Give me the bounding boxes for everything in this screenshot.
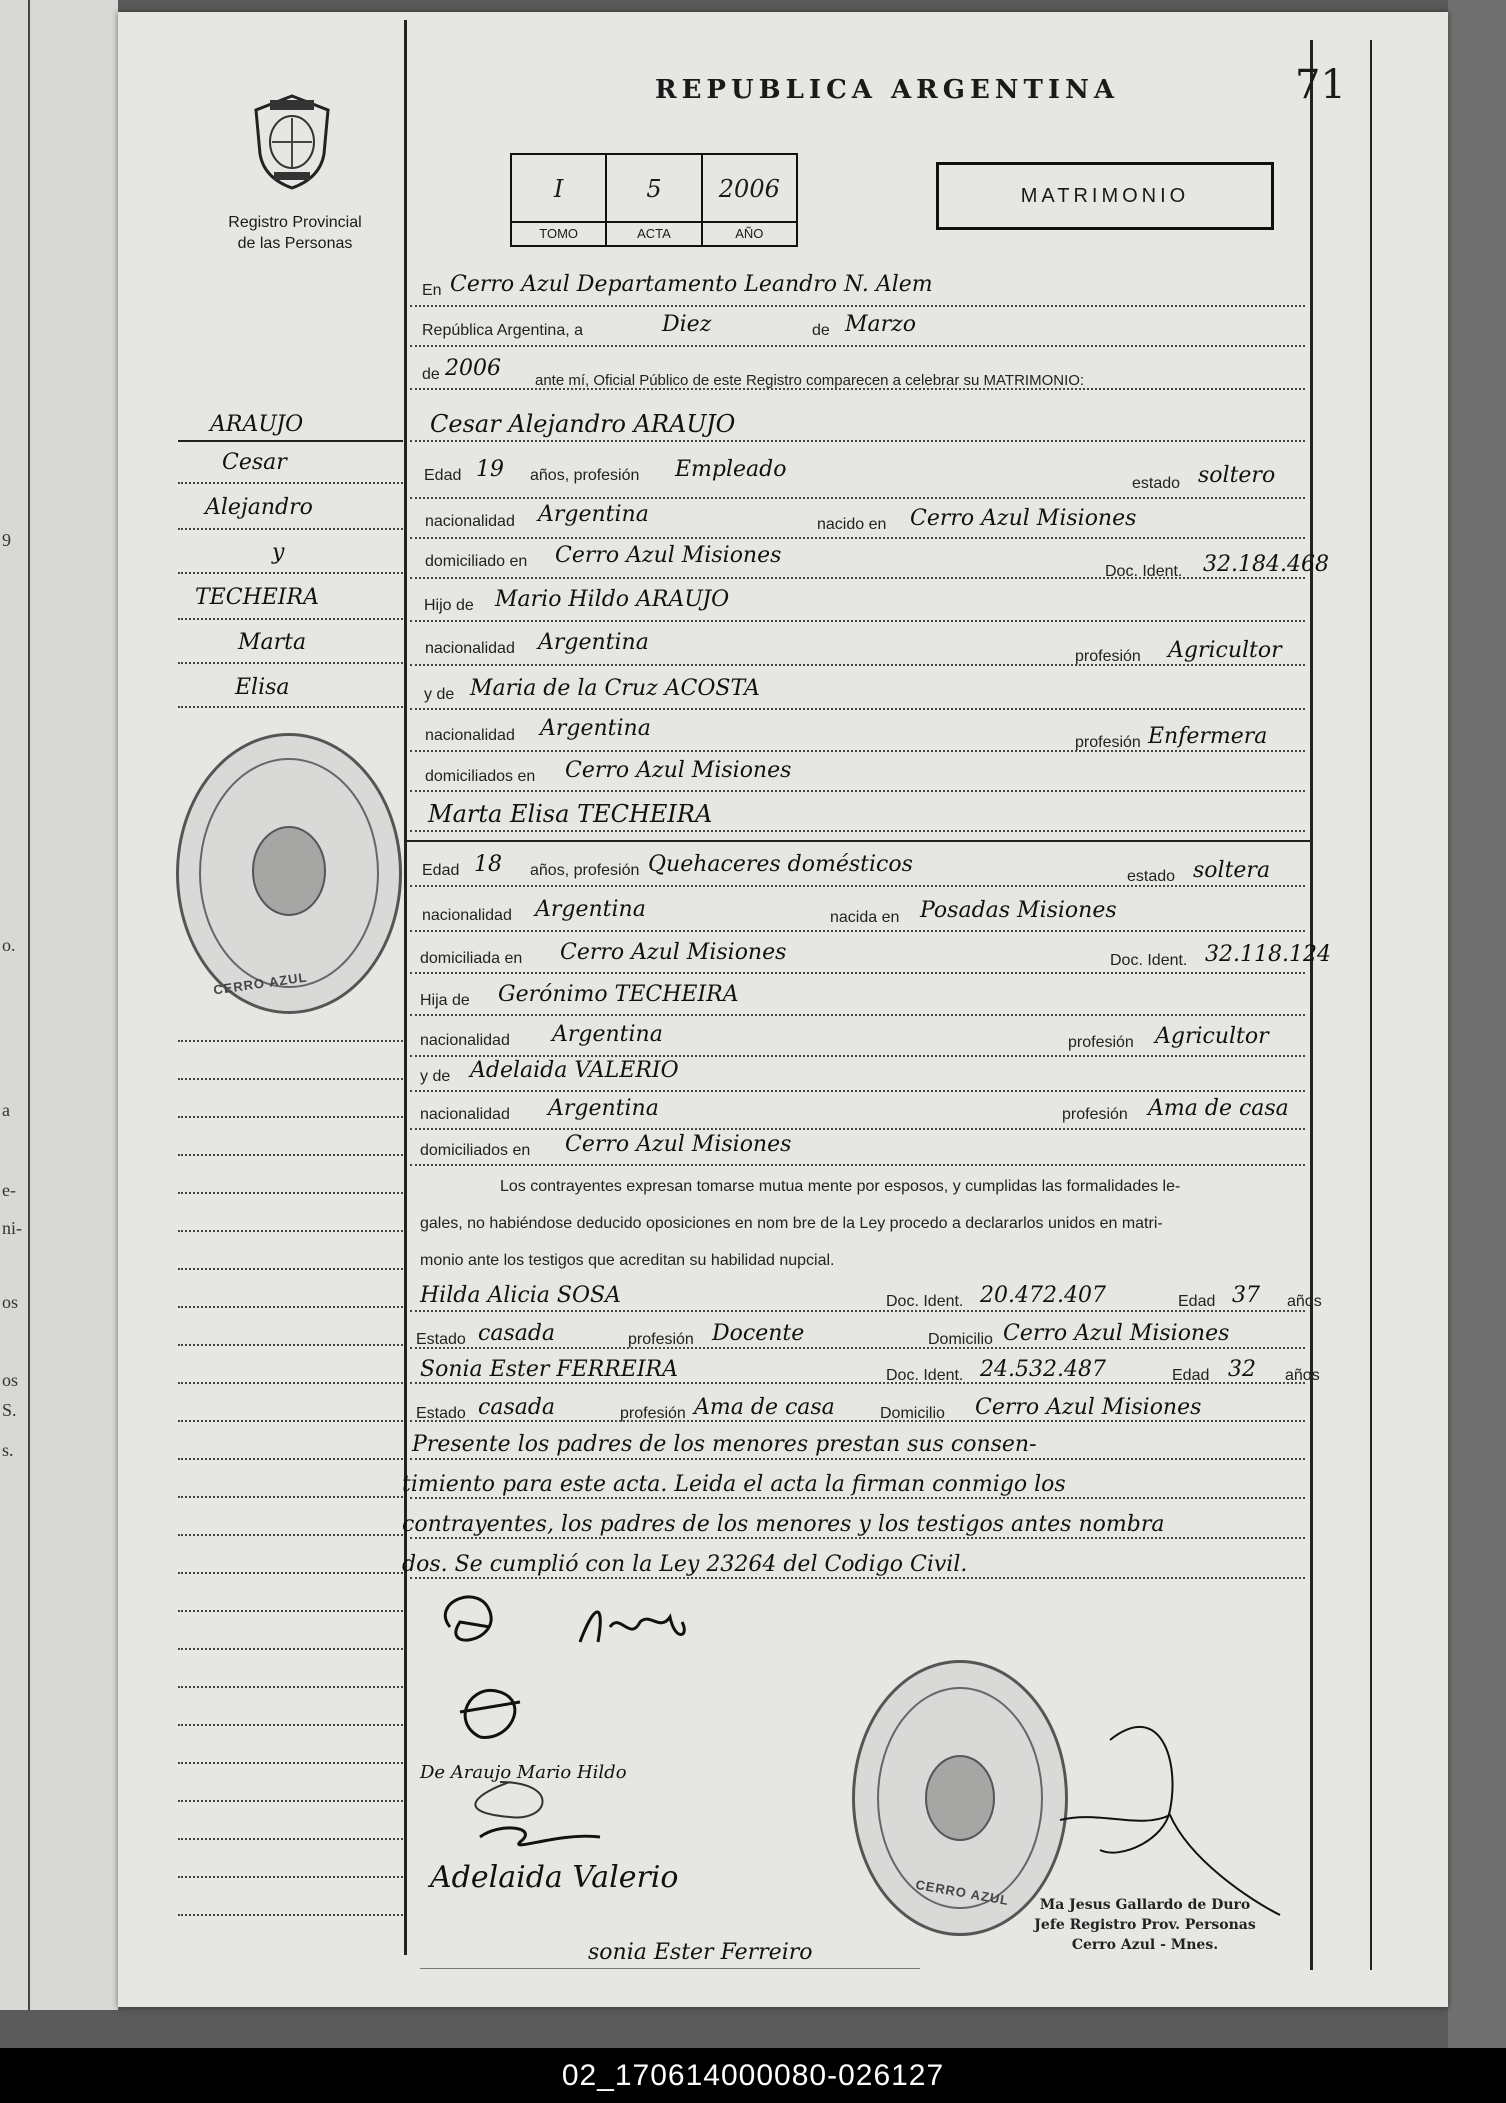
groom-doc: 32.184.468 xyxy=(1203,552,1329,577)
signature-witness2: sonia Ester Ferreiro xyxy=(588,1940,813,1965)
right-border xyxy=(1310,40,1313,1970)
label-anios-profesion: años, profesión xyxy=(530,862,640,879)
witness2-profession: Ama de casa xyxy=(694,1395,835,1420)
field-rule xyxy=(410,440,1305,442)
field-rule xyxy=(410,305,1305,307)
label-edad: Edad xyxy=(422,862,460,879)
witness1-name: Hilda Alicia SOSA xyxy=(420,1283,621,1308)
margin-rule xyxy=(178,1230,403,1232)
official-line: Ma Jesus Gallardo de Duro xyxy=(1039,1897,1251,1913)
margin-name: Alejandro xyxy=(205,495,313,520)
margin-rule xyxy=(178,1344,403,1346)
margin-rule xyxy=(178,1534,403,1536)
margin-rule xyxy=(178,440,403,442)
field-rule xyxy=(410,1382,1305,1384)
groom-father-profession: Agricultor xyxy=(1168,638,1282,663)
label-y-de: y de xyxy=(420,1068,451,1085)
anio-value: 2006 xyxy=(718,175,780,203)
label-republica: República Argentina, a xyxy=(422,322,583,339)
label-profesion: profesión xyxy=(1075,648,1141,665)
margin-rule xyxy=(178,528,403,530)
left-page xyxy=(0,0,118,2010)
margin-rule xyxy=(178,1192,403,1194)
declaration-text xyxy=(420,1168,1340,1279)
label-hija-de: Hija de xyxy=(420,992,470,1009)
field-rule xyxy=(410,1164,1305,1166)
record-type-box: MATRIMONIO xyxy=(936,162,1274,230)
witness1-age: 37 xyxy=(1232,1283,1260,1308)
label-doc: Doc. Ident. xyxy=(1110,952,1188,969)
label-profesion: profesión xyxy=(1068,1034,1134,1051)
label-profesion: profesión xyxy=(1062,1106,1128,1123)
official-line: Cerro Azul - Mnes. xyxy=(1071,1937,1219,1953)
label-doc: Doc. Ident. xyxy=(1105,563,1183,580)
groom-father: Mario Hildo ARAUJO xyxy=(495,587,730,612)
section-rule xyxy=(407,840,1310,842)
left-mark: e- xyxy=(2,1180,16,1200)
witness1-profession: Docente xyxy=(712,1321,805,1346)
notes-line: dos. Se cumplió con la Ley 23264 del Codigo Civil. xyxy=(402,1552,968,1577)
acta-label: ACTA xyxy=(607,221,700,245)
field-rule xyxy=(410,708,1305,710)
label-ante: ante mí, Oficial Público de este Registro comparecen a celebrar su MATRIMONIO: xyxy=(535,372,1085,389)
margin-rule xyxy=(178,662,403,664)
label-domiciliados: domiciliados en xyxy=(420,1142,531,1159)
label-nacionalidad: nacionalidad xyxy=(422,907,512,924)
left-mark: S. xyxy=(2,1400,17,1420)
bride-mother: Adelaida VALERIO xyxy=(470,1058,679,1083)
margin-name: ARAUJO xyxy=(210,412,304,437)
act-year: 2006 xyxy=(445,356,501,381)
official-line: Jefe Registro Prov. Personas xyxy=(1034,1917,1256,1933)
field-rule xyxy=(410,1090,1305,1092)
label-profesion: profesión xyxy=(620,1405,686,1422)
label-de-year: de xyxy=(422,366,440,383)
signature-father: De Araujo Mario Hildo xyxy=(420,1762,627,1783)
declaration-line: Los contrayentes expresan tomarse mutua mente por esposos, y cumplidas las formalidades le- xyxy=(500,1178,1181,1195)
page-number: 71 xyxy=(1295,62,1346,108)
registry-name xyxy=(200,212,390,254)
margin-rule xyxy=(178,1382,403,1384)
label-anios: años xyxy=(1285,1367,1320,1384)
label-nacionalidad: nacionalidad xyxy=(425,727,515,744)
field-rule xyxy=(410,1420,1305,1422)
field-rule xyxy=(410,972,1305,974)
field-rule xyxy=(410,620,1305,622)
groom-mother-profession: Enfermera xyxy=(1148,724,1268,749)
left-mark: os xyxy=(2,1370,19,1390)
registry-line-2: de las Personas xyxy=(237,235,353,252)
right-border-outer xyxy=(1370,40,1372,1970)
margin-rule xyxy=(178,1496,403,1498)
margin-rule xyxy=(178,1078,403,1080)
label-domiciliado: domiciliado en xyxy=(425,553,528,570)
label-nacido-en: nacido en xyxy=(817,516,887,533)
notes-line: timiento para este acta. Leida el acta la firman conmigo los xyxy=(402,1472,1066,1497)
groom-father-nationality: Argentina xyxy=(538,630,649,655)
bride-age: 18 xyxy=(474,852,502,877)
label-nacionalidad: nacionalidad xyxy=(420,1106,510,1123)
label-doc: Doc. Ident. xyxy=(886,1293,964,1310)
label-edad: Edad xyxy=(424,467,462,484)
label-estado: Estado xyxy=(416,1331,466,1348)
label-profesion: profesión xyxy=(628,1331,694,1348)
country-title: REPUBLICA ARGENTINA xyxy=(655,75,1120,105)
registry-line-1: Registro Provincial xyxy=(228,214,362,231)
margin-divider xyxy=(404,20,407,1955)
field-rule xyxy=(410,790,1305,792)
field-rule xyxy=(410,830,1305,832)
bride-birthplace: Posadas Misiones xyxy=(920,898,1117,923)
field-rule xyxy=(410,1497,1305,1499)
field-rule xyxy=(410,930,1305,932)
registry-stamp-left xyxy=(176,733,402,1014)
field-rule xyxy=(410,750,1305,752)
witness2-age: 32 xyxy=(1228,1357,1256,1382)
field-rule xyxy=(410,1537,1305,1539)
bride-status: soltera xyxy=(1193,858,1271,883)
field-rule xyxy=(410,1014,1305,1016)
field-rule xyxy=(410,537,1305,539)
bride-domicile: Cerro Azul Misiones xyxy=(560,940,787,965)
label-doc: Doc. Ident. xyxy=(886,1367,964,1384)
stamp-bottom-text: CERRO AZUL xyxy=(914,1876,1011,1909)
coat-of-arms-icon xyxy=(250,92,334,192)
scan-footer-id: 02_170614000080-026127 xyxy=(0,2048,1506,2103)
stamp-emblem-icon xyxy=(239,816,339,926)
label-edad: Edad xyxy=(1178,1293,1216,1310)
page-edge xyxy=(1448,0,1506,2048)
label-nacionalidad: nacionalidad xyxy=(420,1032,510,1049)
label-nacionalidad: nacionalidad xyxy=(425,513,515,530)
bride-father: Gerónimo TECHEIRA xyxy=(498,982,739,1007)
label-hijo-de: Hijo de xyxy=(424,597,474,614)
field-rule xyxy=(410,1128,1305,1130)
witness2-domicile: Cerro Azul Misiones xyxy=(975,1395,1202,1420)
declaration-line: monio ante los testigos que acreditan su habilidad nupcial. xyxy=(420,1252,835,1269)
act-day: Diez xyxy=(662,312,712,337)
notes-line: contrayentes, los padres de los menores y los testigos antes nombra xyxy=(402,1512,1165,1537)
margin-rule xyxy=(178,618,403,620)
margin-rule xyxy=(178,1116,403,1118)
groom-age: 19 xyxy=(476,457,504,482)
witness1-doc: 20.472.407 xyxy=(980,1283,1106,1308)
margin-name: y xyxy=(272,540,285,565)
margin-rule xyxy=(178,482,403,484)
bride-nationality: Argentina xyxy=(535,897,646,922)
margin-rule xyxy=(178,1572,403,1574)
label-anios: años xyxy=(1287,1293,1322,1310)
groom-status: soltero xyxy=(1198,463,1276,488)
bride-name: Marta Elisa TECHEIRA xyxy=(428,800,713,828)
declaration-line: gales, no habiéndose deducido oposiciones en nom bre de la Ley procedo a declararlos unidos en matri- xyxy=(420,1215,1163,1232)
label-estado: estado xyxy=(1132,475,1181,492)
signature-bride-mother: Adelaida Valerio xyxy=(430,1860,679,1895)
margin-rule xyxy=(178,1914,403,1916)
page-fold xyxy=(28,0,30,2010)
margin-rule xyxy=(178,1724,403,1726)
label-domicilio: Domicilio xyxy=(880,1405,945,1422)
margin-rule xyxy=(178,1306,403,1308)
bride-doc: 32.118.124 xyxy=(1205,942,1331,967)
label-y-de: y de xyxy=(424,686,455,703)
margin-name: TECHEIRA xyxy=(195,585,319,610)
margin-rule xyxy=(178,1686,403,1688)
label-nacionalidad: nacionalidad xyxy=(425,640,515,657)
field-rule xyxy=(410,1347,1305,1349)
label-profesion: profesión xyxy=(1075,734,1141,751)
label-domiciliados: domiciliados en xyxy=(425,768,536,785)
margin-rule xyxy=(178,1876,403,1878)
left-mark: os xyxy=(2,1292,19,1312)
bride-profession: Quehaceres domésticos xyxy=(648,852,913,877)
field-rule xyxy=(410,345,1305,347)
groom-birthplace: Cerro Azul Misiones xyxy=(910,506,1137,531)
margin-rule xyxy=(178,1040,403,1042)
field-rule xyxy=(410,497,1305,499)
groom-mother-nationality: Argentina xyxy=(540,716,651,741)
left-mark: 9 xyxy=(2,530,11,550)
left-mark: o. xyxy=(2,935,16,955)
margin-rule xyxy=(178,1610,403,1612)
act-place: Cerro Azul Departamento Leandro N. Alem xyxy=(450,272,933,297)
left-mark: ni- xyxy=(2,1218,22,1238)
record-index-table xyxy=(510,153,798,247)
witness1-domicile: Cerro Azul Misiones xyxy=(1003,1321,1230,1346)
stamp-bottom-text: CERRO AZUL xyxy=(212,969,309,998)
label-edad: Edad xyxy=(1172,1367,1210,1384)
groom-parents-domicile: Cerro Azul Misiones xyxy=(565,758,792,783)
bride-mother-profession: Ama de casa xyxy=(1148,1096,1289,1121)
field-rule xyxy=(410,1577,1305,1579)
groom-nationality: Argentina xyxy=(538,502,649,527)
anio-cell xyxy=(703,155,796,245)
margin-rule xyxy=(178,1420,403,1422)
margin-rule xyxy=(178,572,403,574)
margin-name: Marta xyxy=(238,630,307,655)
bride-parents-domicile: Cerro Azul Misiones xyxy=(565,1132,792,1157)
notes-line: Presente los padres de los menores prestan sus consen- xyxy=(412,1432,1037,1457)
official-stamp-text xyxy=(1010,1895,1280,1955)
margin-rule xyxy=(178,1458,403,1460)
tomo-value: I xyxy=(553,175,564,203)
tomo-cell xyxy=(512,155,607,245)
groom-mother: Maria de la Cruz ACOSTA xyxy=(470,676,760,701)
bride-mother-nationality: Argentina xyxy=(548,1096,659,1121)
margin-rule xyxy=(178,1762,403,1764)
margin-rule xyxy=(178,1648,403,1650)
left-mark: s. xyxy=(2,1440,14,1460)
acta-value: 5 xyxy=(646,175,662,203)
label-anios-profesion: años, profesión xyxy=(530,467,640,484)
field-rule xyxy=(410,664,1305,666)
field-rule xyxy=(410,1458,1305,1460)
witness2-status: casada xyxy=(478,1395,556,1420)
label-estado: estado xyxy=(1127,868,1176,885)
bride-father-nationality: Argentina xyxy=(552,1022,663,1047)
label-de: de xyxy=(812,322,830,339)
field-rule xyxy=(410,1310,1305,1312)
witness2-doc: 24.532.487 xyxy=(980,1357,1106,1382)
margin-rule xyxy=(178,1268,403,1270)
act-month: Marzo xyxy=(845,312,916,337)
field-rule xyxy=(410,1055,1305,1057)
witness1-status: casada xyxy=(478,1321,556,1346)
margin-rule xyxy=(178,706,403,708)
margin-name: Cesar xyxy=(222,450,287,475)
left-mark: a xyxy=(2,1100,10,1120)
witness2-name: Sonia Ester FERREIRA xyxy=(420,1357,679,1382)
groom-profession: Empleado xyxy=(675,457,787,482)
margin-name: Elisa xyxy=(235,675,290,700)
anio-label: AÑO xyxy=(703,221,796,245)
margin-rule xyxy=(178,1154,403,1156)
label-domicilio: Domicilio xyxy=(928,1331,993,1348)
acta-cell xyxy=(607,155,702,245)
stamp-emblem-icon xyxy=(915,1743,1005,1853)
label-estado: Estado xyxy=(416,1405,466,1422)
official-signature xyxy=(1040,1700,1300,1920)
tomo-label: TOMO xyxy=(512,221,605,245)
margin-rule xyxy=(178,1838,403,1840)
signature-line xyxy=(420,1968,920,1969)
groom-name: Cesar Alejandro ARAUJO xyxy=(430,410,736,438)
label-domiciliada: domiciliada en xyxy=(420,950,523,967)
bride-father-profession: Agricultor xyxy=(1155,1024,1269,1049)
margin-rule xyxy=(178,1800,403,1802)
label-nacida-en: nacida en xyxy=(830,909,900,926)
groom-domicile: Cerro Azul Misiones xyxy=(555,543,782,568)
label-en: En xyxy=(422,282,442,299)
